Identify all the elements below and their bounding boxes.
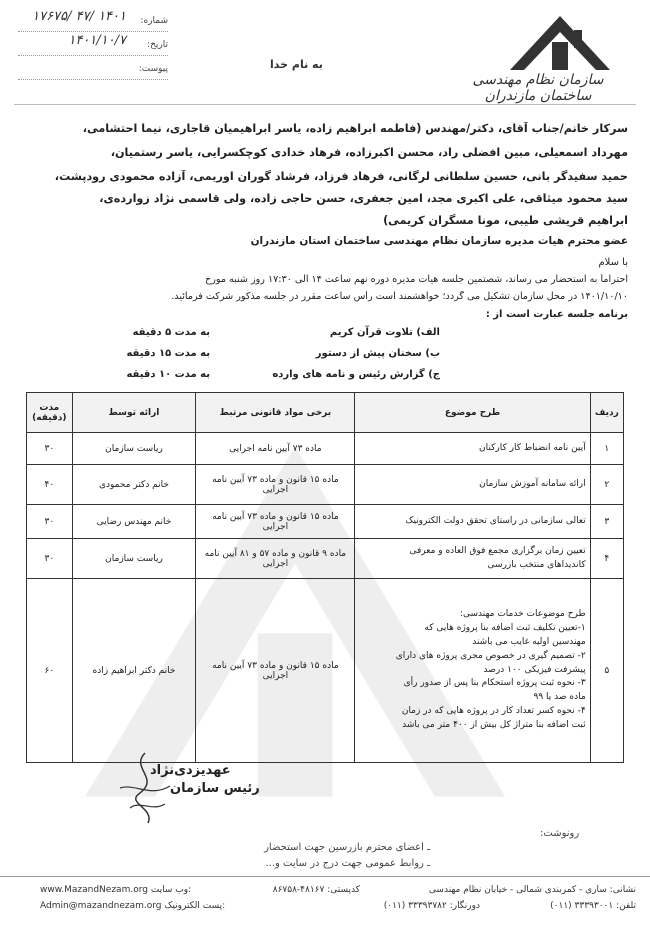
recipients-line-5: ابراهیم قریشی طیبی، مونا مسگران کریمی) bbox=[383, 214, 628, 227]
agenda-duration-2: به مدت ۱۵ دقیقه bbox=[126, 348, 210, 359]
topic-line: ثبت اضافه بنا متراژ کل بیش از ۴۰۰ متر می باشد bbox=[402, 720, 586, 731]
table-row bbox=[27, 505, 624, 539]
cell-topic bbox=[355, 539, 590, 579]
cell-index: ۵ bbox=[590, 579, 623, 763]
table-row bbox=[27, 539, 624, 579]
footer-address: نشانی: ساری - کمربندی شمالی - خیابان نظام مهندسی bbox=[428, 885, 636, 895]
meta-number-value: ۱۴۰۱ /۴۷ /۱۷۶۷۵ bbox=[32, 9, 126, 24]
th-index: ردیف bbox=[590, 393, 623, 433]
table-row bbox=[27, 433, 624, 465]
cell-law: ماده ۹ قانون و ماده ۵۷ و ۸۱ آیین نامه اجرایی bbox=[196, 539, 355, 579]
footer-phone: تلفن: ۳۳۳۹۳۰۰۱ (۰۱۱) bbox=[550, 901, 636, 911]
agenda-item-2: ب) سخنان پیش از دستور bbox=[315, 348, 440, 359]
meta-date-row bbox=[18, 32, 168, 56]
cell-law: ماده ۷۳ آیین نامه اجرایی bbox=[196, 433, 355, 465]
header-divider bbox=[14, 104, 636, 105]
footer-postal: کدپستی: ۴۸۱۶۷-۸۶۷۵۸ bbox=[272, 885, 360, 895]
agenda-item-1: الف) تلاوت قرآن کریم bbox=[329, 327, 440, 338]
cell-topic bbox=[355, 433, 590, 465]
recipients-line-1: سرکار خانم/جناب آقای، دکتر/مهندس (فاطمه ابراهیم زاده، یاسر ابراهیمیان قاجاری، نیما احتشامی، bbox=[82, 122, 628, 135]
meta-number-row bbox=[18, 8, 168, 32]
meta-date-value: ۱۴۰۱/۱۰/۷ bbox=[68, 33, 126, 48]
th-duration: مدت (دقیقه) bbox=[27, 393, 73, 433]
signatory-name: عهدیزدی‌نژاد bbox=[150, 763, 231, 778]
page-footer bbox=[0, 876, 650, 944]
body-line-2: ۱۴۰۱/۱۰/۱۰ در محل سازمان تشکیل می گردد؛ خواهشمند است رأس ساعت مقرر در جلسه مذکور شرکت فرمائید. bbox=[171, 291, 628, 302]
cell-by: خانم دکتر ابراهیم زاده bbox=[72, 579, 196, 763]
topic-line: ۴- نحوه کسر تعداد کار در پروژه هایی که در زمان bbox=[401, 706, 586, 717]
cc-item-1: ـ اعضای محترم بازرسین جهت استحضار bbox=[264, 842, 430, 853]
footer-fax: دورنگار: ۳۳۳۹۳۷۸۲ (۰۱۱) bbox=[383, 901, 480, 911]
topic-line: ارائه سامانه آموزش سازمان bbox=[479, 478, 586, 489]
cell-duration: ۳۰ bbox=[27, 539, 73, 579]
cell-duration: ۶۰ bbox=[27, 579, 73, 763]
meta-attachment-row bbox=[18, 56, 168, 80]
cell-topic bbox=[355, 505, 590, 539]
cell-by: ریاست سازمان bbox=[72, 433, 196, 465]
cell-index: ۱ bbox=[590, 433, 623, 465]
recipients-role: عضو محترم هیات مدیره سازمان نظام مهندسی ساختمان استان مازندران bbox=[250, 235, 628, 247]
topic-line: پیشرفت فیزیکی ۱۰۰ درصد bbox=[483, 664, 586, 675]
recipients-line-4: سید محمود میثاقی، علی اکبری مجد، امین جعفری، حسن حاجی زاده، ولی قاسمی نژاد زوارده‌ی، bbox=[99, 192, 628, 205]
footer-email-value[interactable]: Admin@mazandnezam.org bbox=[40, 901, 162, 911]
topic-line: ۲- تصمیم گیری در خصوص مجری پروژه های دارای bbox=[395, 650, 586, 661]
body-line-3: برنامه جلسه عبارت است از : bbox=[485, 309, 628, 320]
signatory-title: رئیس سازمان bbox=[170, 781, 260, 796]
topic-line: ماده صد یا ۹۹ bbox=[533, 692, 586, 703]
topic-line: تعیین زمان برگزاری مجمع فوق العاده و معرفی bbox=[409, 545, 586, 556]
greeting: با سلام bbox=[598, 257, 628, 268]
cell-by: خانم دکتر محمودی bbox=[72, 465, 196, 505]
topic-line: تعالی سازمانی در راستای تحقق دولت الکترونیک bbox=[405, 515, 586, 526]
cell-duration: ۴۰ bbox=[27, 465, 73, 505]
cell-by: ریاست سازمان bbox=[72, 539, 196, 579]
topic-line: مهندسین اولیه غایب می باشند bbox=[472, 636, 586, 647]
agenda-duration-1: به مدت ۵ دقیقه bbox=[132, 327, 210, 338]
cc-item-2: ـ روابط عمومی جهت درج در سایت و... bbox=[265, 858, 430, 869]
cell-topic bbox=[355, 579, 590, 763]
basmala: به نام خدا bbox=[270, 58, 323, 71]
topic-line: طرح موضوعات خدمات مهندسی: bbox=[459, 608, 586, 619]
cell-law: ماده ۱۵ قانون و ماده ۷۳ آیین نامه اجرایی bbox=[196, 579, 355, 763]
cell-by: خانم مهندس رضایی bbox=[72, 505, 196, 539]
cell-index: ۳ bbox=[590, 505, 623, 539]
cell-index: ۴ bbox=[590, 539, 623, 579]
topic-line: کاندیداهای منتخب بازرسی bbox=[487, 559, 586, 570]
footer-email-label: پست الکترونیک: bbox=[164, 901, 226, 911]
footer-website-value[interactable]: www.MazandNezam.org bbox=[40, 885, 148, 895]
agenda-item-3: ج) گزارش رئیس و نامه های وارده bbox=[272, 369, 440, 380]
th-law: برخی مواد قانونی مرتبط bbox=[196, 393, 355, 433]
cell-index: ۲ bbox=[590, 465, 623, 505]
letter-meta bbox=[18, 8, 168, 80]
cell-duration: ۳۰ bbox=[27, 505, 73, 539]
agenda-table bbox=[26, 392, 624, 763]
cell-law: ماده ۱۵ قانون و ماده ۷۳ آیین نامه اجرایی bbox=[196, 505, 355, 539]
recipients-line-2: مهرداد اسمعیلی، مبین افضلی راد، محسن اکبرزاده، فرهاد خدادی کوچکسرایی، یاسر رستمیان، bbox=[110, 146, 628, 159]
topic-line: آیین نامه انضباط کار کارکنان bbox=[479, 442, 586, 453]
cell-topic bbox=[355, 465, 590, 505]
footer-website bbox=[40, 885, 191, 895]
meta-attachment-label: پیوست: bbox=[138, 64, 168, 74]
table-header-row bbox=[27, 393, 624, 433]
cell-duration: ۳۰ bbox=[27, 433, 73, 465]
meta-date-label: تاریخ: bbox=[147, 40, 168, 50]
table-row bbox=[27, 579, 624, 763]
agenda-duration-3: به مدت ۱۰ دقیقه bbox=[126, 369, 210, 380]
meta-number-label: شماره: bbox=[140, 16, 168, 26]
cell-law: ماده ۱۵ قانون و ماده ۷۳ آیین نامه اجرایی bbox=[196, 465, 355, 505]
th-topic: طرح موضوع bbox=[355, 393, 590, 433]
body-line-1: احتراماً به استحضار می رساند، شصتمین جلسه هیأت مدیره دوره نهم ساعت ۱۴ الی ۱۷:۳۰ روز شنبه مورخ bbox=[205, 274, 628, 285]
recipients-line-3: حمید سفیدگر بانی، حسین سلطانی لرگانی، فرهاد فرزاد، فرشاد گوران اوریمی، آزاده محمودی رودپشت، bbox=[54, 170, 628, 183]
org-name: سازمان نظام مهندسی ساختمان مازندران bbox=[472, 72, 604, 104]
topic-line: ۳- نحوه ثبت پروژه استحکام بنا پس از صدور رأی bbox=[403, 678, 586, 689]
topic-line: ۱-تعیین تکلیف ثبت اضافه بنا پروژه هایی که bbox=[424, 622, 586, 633]
cc-title: رونوشت: bbox=[540, 828, 580, 839]
th-by: ارائه توسط bbox=[72, 393, 196, 433]
footer-website-label: وب سایت: bbox=[150, 885, 192, 895]
table-row bbox=[27, 465, 624, 505]
footer-email bbox=[40, 901, 225, 911]
